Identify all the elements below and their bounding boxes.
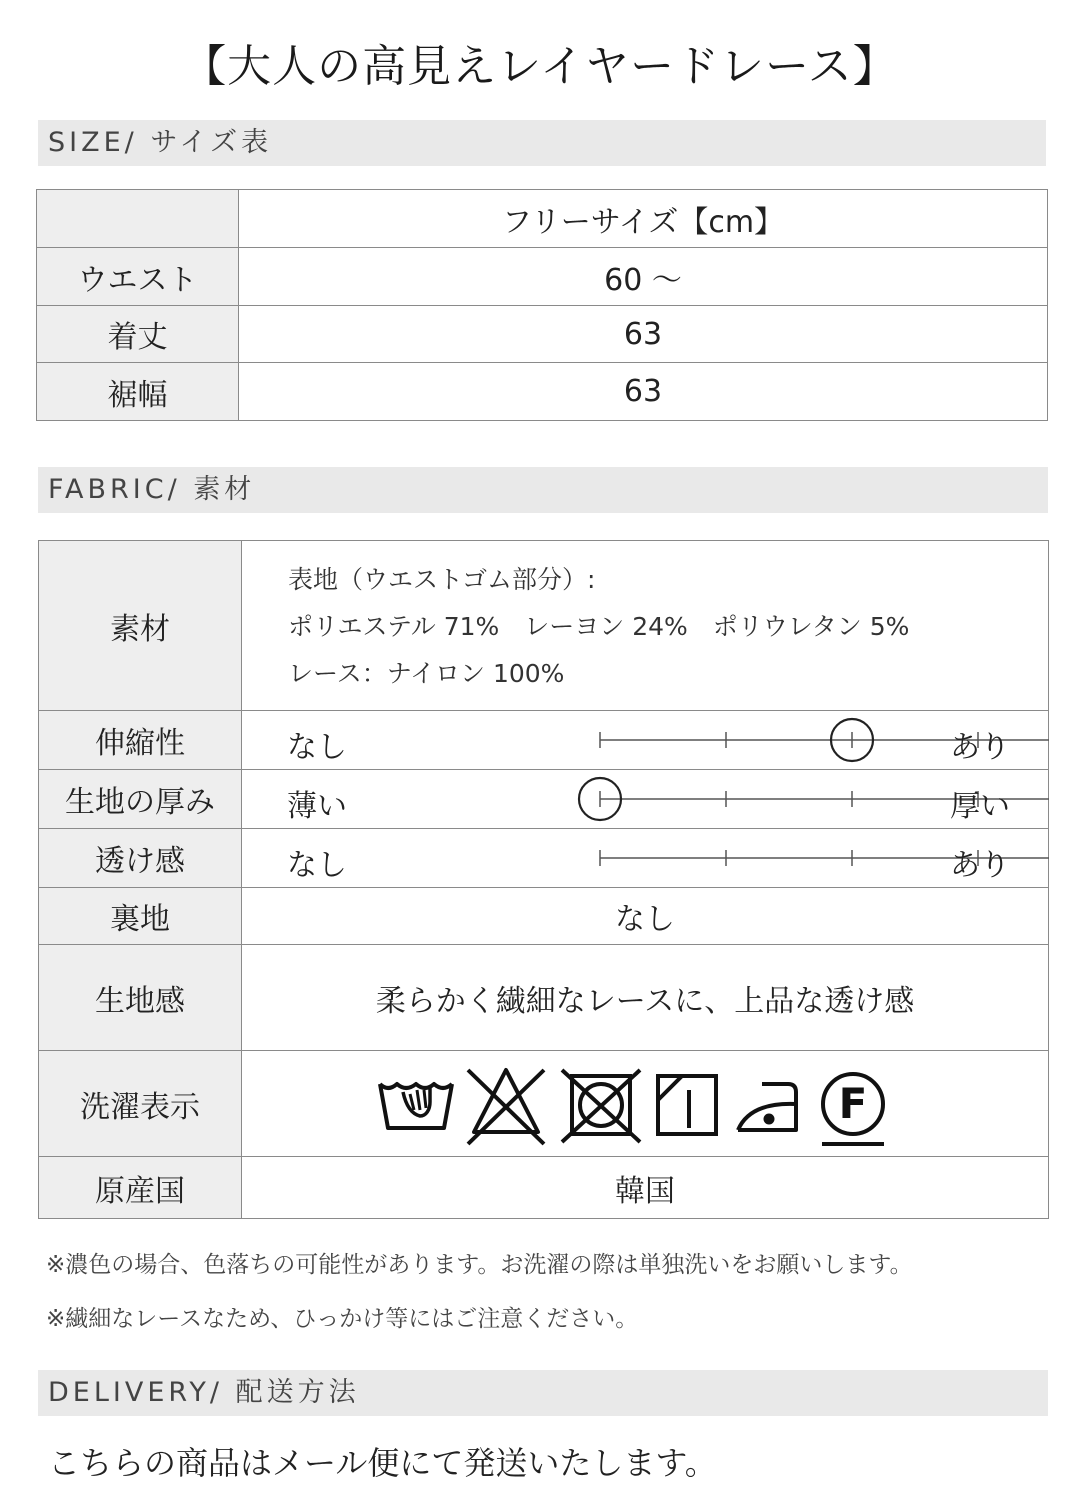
size-value-length: 63 bbox=[239, 306, 1048, 363]
size-section-heading: SIZE/ サイズ表 bbox=[38, 120, 1046, 166]
care-label: 洗濯表示 bbox=[39, 1051, 242, 1157]
size-label-length: 着丈 bbox=[37, 306, 239, 363]
do-not-bleach-icon bbox=[468, 1070, 544, 1144]
note-color-bleed: ※濃色の場合、色落ちの可能性があります。お洗濯の際は単独洗いをお願いします。 bbox=[46, 1252, 913, 1278]
fabric-feel-value: 柔らかく繊細なレースに、上品な透け感 bbox=[242, 945, 1049, 1051]
fabric-section-heading: FABRIC/ 素材 bbox=[38, 467, 1048, 513]
line-dry-icon bbox=[658, 1076, 716, 1134]
sheerness-scale bbox=[242, 829, 1049, 888]
delivery-text: こちらの商品はメール便にて発送いたします。 bbox=[48, 1444, 717, 1482]
size-table bbox=[36, 189, 1048, 421]
size-table-corner bbox=[37, 190, 239, 248]
material-line-3: レース：ナイロン 100% bbox=[288, 659, 565, 688]
material-label: 素材 bbox=[39, 541, 242, 711]
origin-value: 韓国 bbox=[242, 1157, 1049, 1219]
sheerness-scale-min-label: なし bbox=[287, 848, 347, 883]
delivery-section-heading: DELIVERY/ 配送方法 bbox=[38, 1370, 1048, 1416]
material-line-2: ポリエステル 71% レーヨン 24% ポリウレタン 5% bbox=[288, 612, 910, 641]
material-value bbox=[242, 541, 1049, 711]
stretch-scale-min-label: なし bbox=[287, 730, 347, 765]
care-symbols-graphic bbox=[242, 1052, 1049, 1156]
material-line-1: 表地（ウエストゴム部分）: bbox=[288, 565, 596, 594]
care-symbols bbox=[242, 1051, 1049, 1157]
dry-clean-f-icon bbox=[822, 1074, 884, 1144]
thickness-label: 生地の厚み bbox=[39, 770, 242, 829]
stretch-scale bbox=[242, 711, 1049, 770]
sheerness-label: 透け感 bbox=[39, 829, 242, 888]
fabric-table bbox=[38, 540, 1049, 1219]
do-not-tumble-dry-icon bbox=[562, 1070, 640, 1142]
stretch-scale-graphic bbox=[242, 711, 1049, 769]
thickness-scale bbox=[242, 770, 1049, 829]
size-value-waist: 60 ～ bbox=[239, 248, 1048, 306]
fabric-feel-label: 生地感 bbox=[39, 945, 242, 1051]
size-column-header: フリーサイズ【cm】 bbox=[239, 190, 1048, 248]
dry-clean-letter: F bbox=[838, 1078, 868, 1128]
sheerness-scale-max-label: あり bbox=[950, 848, 1010, 883]
low-iron-icon bbox=[738, 1084, 796, 1130]
size-label-hem-width: 裾幅 bbox=[37, 363, 239, 421]
origin-label: 原産国 bbox=[39, 1157, 242, 1219]
note-delicate-lace: ※繊細なレースなため、ひっかけ等にはご注意ください。 bbox=[46, 1306, 639, 1332]
sheerness-scale-graphic bbox=[242, 829, 1049, 887]
hand-wash-icon bbox=[380, 1084, 452, 1128]
page-title: 【大人の高見えレイヤードレース】 bbox=[182, 41, 898, 92]
thickness-scale-graphic bbox=[242, 770, 1049, 828]
size-value-hem-width: 63 bbox=[239, 363, 1048, 421]
thickness-scale-max-label: 厚い bbox=[950, 789, 1010, 824]
size-label-waist: ウエスト bbox=[37, 248, 239, 306]
stretch-label: 伸縮性 bbox=[39, 711, 242, 770]
thickness-scale-min-label: 薄い bbox=[287, 789, 347, 824]
stretch-scale-max-label: あり bbox=[950, 730, 1010, 765]
lining-value: なし bbox=[242, 888, 1049, 945]
lining-label: 裏地 bbox=[39, 888, 242, 945]
